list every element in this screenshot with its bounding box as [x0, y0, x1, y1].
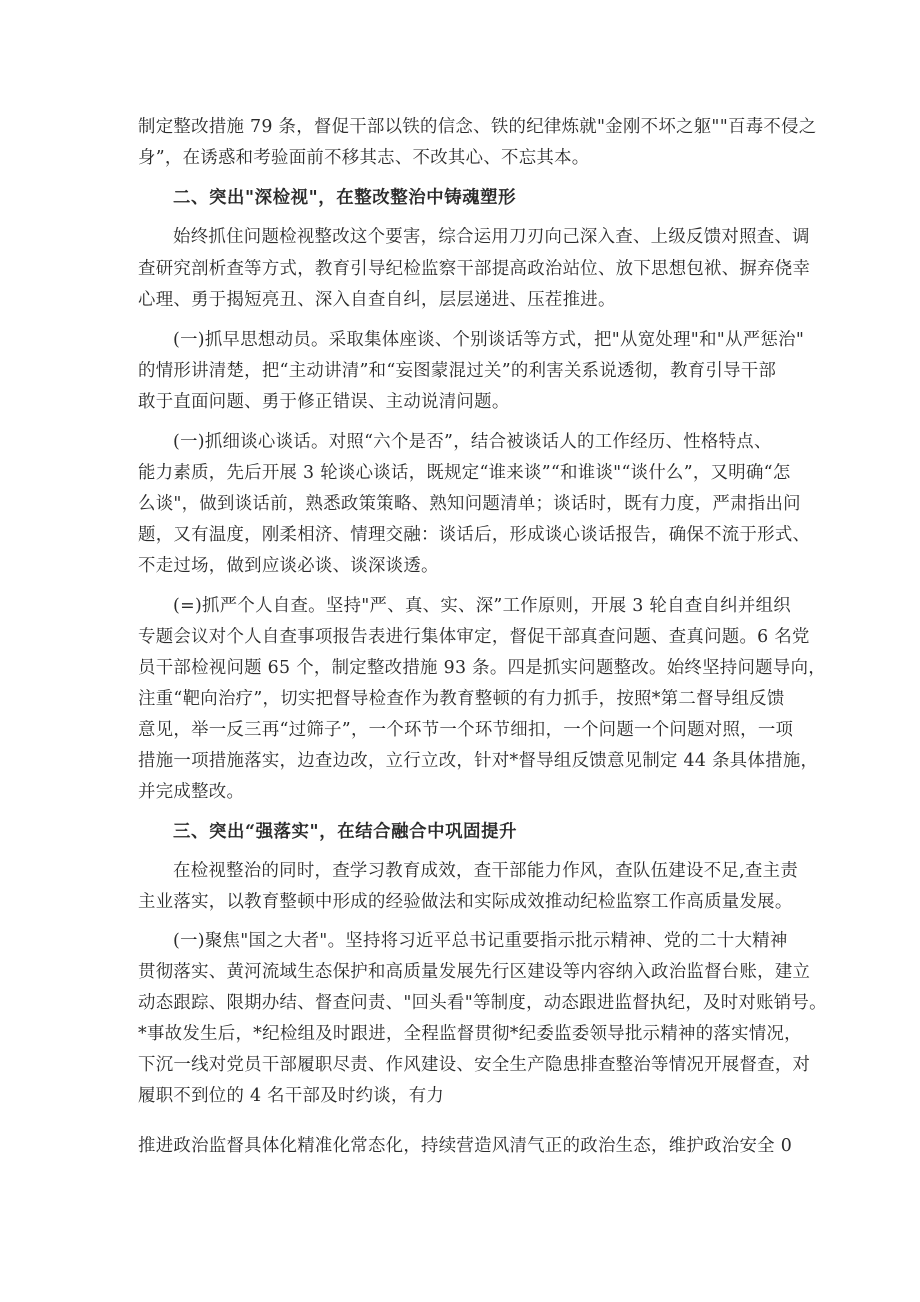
text-line: 主业落实，以教育整顿中形成的经验做法和实际成效推动纪检监察工作高质量发展。 [138, 892, 793, 912]
text-line: (一)聚焦"国之大者"。坚持将习近平总书记重要指示批示精神、党的二十大精神 [173, 931, 788, 951]
text-line: 始终抓住问题检视整改这个要害，综合运用刀刃向己深入查、上级反馈对照查、调 [173, 227, 810, 247]
text-line: 么谈"，做到谈话前，熟悉政策策略、熟知问题清单；谈话时，既有力度，严肃指出问 [138, 494, 801, 514]
text-line: 并完成整改。 [138, 782, 245, 802]
text-line: (一)抓细谈心谈话。对照“六个是否”，结合被谈话人的工作经历、性格特点、 [173, 432, 772, 452]
text-line: 的情形讲清楚，把“主动讲清”和“妄图蒙混过关”的利害关系说透彻，教育引导干部 [138, 361, 777, 381]
text-line: 推进政治监督具体化精准化常态化，持续营造风清气正的政治生态，维护政治安全 0 [138, 1136, 793, 1156]
text-line: 不走过场，做到应谈必谈、谈深谈透。 [138, 556, 439, 576]
text-line: 动态跟踪、限期办结、督查问责、"回头看"等制度，动态跟进监督执纪，及时对账销号。 [138, 993, 827, 1013]
text-line: 下沉一线对党员干部履职尽责、作风建设、安全生产隐患排查整治等情况开展督查，对 [138, 1055, 811, 1075]
text-line: 专题会议对个人自查事项报告表进行集体审定，督促干部真查问题、查真问题。6 名党 [138, 627, 810, 647]
text-line: 注重“靶向治疗”，切实把督导检查作为教育整顿的有力抓手，按照*第二督导组反馈 [138, 689, 785, 709]
text-line: 心理、勇于揭短亮丑、深入自查自纠，层层递进、压茬推进。 [138, 290, 616, 310]
text-line: 措施一项措施落实，边查边改，立行立改，针对*督导组反馈意见制定 44 条具体措施， [138, 751, 819, 771]
text-line: 在检视整治的同时，查学习教育成效，查干部能力作风，查队伍建设不足,查主责 [173, 861, 799, 881]
text-line: 身”，在诱惑和考验面前不移其志、不改其心、不忘其本。 [138, 148, 590, 168]
text-line: 员干部检视问题 65 个，制定整改措施 93 条。四是抓实问题整改。始终坚持问题导向， [138, 658, 826, 678]
text-line: 制定整改措施 79 条，督促干部以铁的信念、铁的纪律炼就"金刚不坏之躯""百毒不侵之 [138, 117, 817, 137]
text-line: 履职不到位的 4 名干部及时约谈，有力 [138, 1086, 445, 1106]
text-line: (=)抓严个人自查。坚持"严、真、实、深”工作原则，开展 3 轮自查自纠并组织 [173, 596, 791, 616]
text-line: 题，又有温度，刚柔相济、情理交融：谈话后，形成谈心谈话报告，确保不流于形式、 [138, 525, 811, 545]
text-line: 查研究剖析查等方式，教育引导纪检监察干部提高政治站位、放下思想包袱、摒弃侥幸 [138, 259, 811, 279]
text-line: 意见，举一反三再“过筛子”，一个环节一个环节细扣，一个问题一个问题对照，一项 [138, 720, 794, 740]
text-line: (一)抓早思想动员。采取集体座谈、个别谈话等方式，把"从宽处理"和"从严惩治" [173, 330, 805, 350]
section-heading: 二、突出"深检视"，在整改整治中铸魂塑形 [173, 188, 517, 208]
text-line: 贯彻落实、黄河流域生态保护和高质量发展先行区建设等内容纳入政治监督台账，建立 [138, 962, 811, 982]
text-line: *事故发生后，*纪检组及时跟进，全程监督贯彻*纪委监委领导批示精神的落实情况， [138, 1024, 802, 1044]
section-heading: 三、突出“强落实"，在结合融合中巩固提升 [173, 822, 518, 842]
text-line: 敢于直面问题、勇于修正错误、主动说清问题。 [138, 392, 510, 412]
text-line: 能力素质，先后开展 3 轮谈心谈话，既规定“谁来谈”“和谁谈"“谈什么”，又明确“怎 [138, 463, 791, 483]
